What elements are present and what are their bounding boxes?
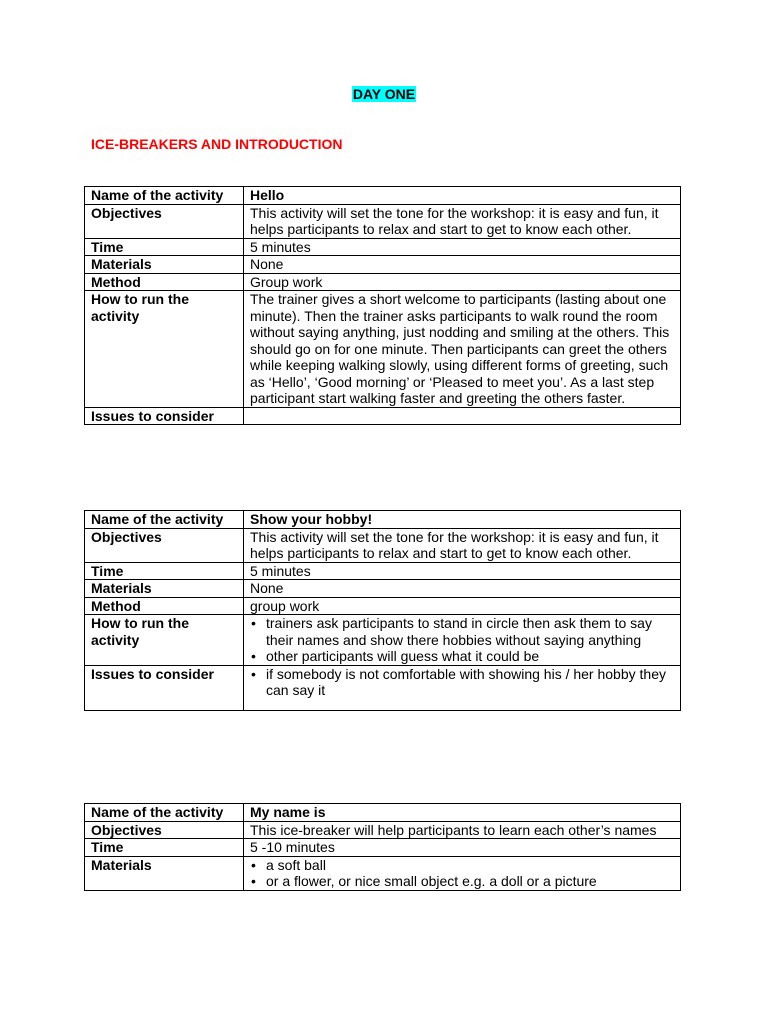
activity-name: Hello [244,187,681,205]
row-value: Group work [244,273,681,291]
table-row [85,528,681,562]
list-item: • if somebody is not comfortable with showing his / her hobby they can say it [250,666,674,699]
table-row [85,856,681,890]
row-label: Materials [85,580,244,598]
row-value: None [244,580,681,598]
activity-table-my-name-is [84,803,681,891]
activity-table-show-your-hobby [84,510,681,711]
row-label: Issues to consider [85,407,244,425]
row-label: Time [85,562,244,580]
table-row [85,580,681,598]
bullet-list [250,857,674,890]
bullet-list [250,666,674,699]
row-label: How to run the activity [85,291,244,408]
day-title-text: DAY ONE [352,86,416,102]
row-value: group work [244,597,681,615]
table-row [85,273,681,291]
table-row [85,407,681,425]
row-label: Method [85,273,244,291]
row-value [244,615,681,666]
bullet-list [250,615,674,665]
row-value: This activity will set the tone for the workshop: it is easy and fun, it helps participants to relax and start to get to know each other. [244,204,681,238]
list-item: • or a flower, or nice small object e.g. a doll or a picture [250,873,674,890]
row-value [244,407,681,425]
row-value: 5 minutes [244,238,681,256]
section-title: ICE-BREAKERS AND INTRODUCTION [91,136,343,152]
list-item: • other participants will guess what it could be [250,648,674,665]
row-label: Objectives [85,204,244,238]
row-label: How to run the activity [85,615,244,666]
row-value: This activity will set the tone for the workshop: it is easy and fun, it helps participants to relax and start to get to know each other. [244,528,681,562]
activity-table-hello [84,186,681,425]
row-label: Time [85,839,244,857]
row-label: Objectives [85,821,244,839]
list-item: • a soft ball [250,857,674,874]
table-row [85,615,681,666]
table-row [85,821,681,839]
row-label: Name of the activity [85,187,244,205]
row-label: Materials [85,256,244,274]
table-row [85,562,681,580]
table-row [85,291,681,408]
row-label: Materials [85,856,244,890]
table-row [85,804,681,822]
row-label: Objectives [85,528,244,562]
row-value: This ice-breaker will help participants to learn each other’s names [244,821,681,839]
row-label: Name of the activity [85,804,244,822]
row-label: Name of the activity [85,511,244,529]
table-row [85,256,681,274]
row-label: Time [85,238,244,256]
activity-name: My name is [244,804,681,822]
table-row [85,665,681,710]
row-label: Method [85,597,244,615]
table-row [85,187,681,205]
row-label: Issues to consider [85,665,244,710]
table-row [85,238,681,256]
row-value: 5 minutes [244,562,681,580]
row-value [244,665,681,710]
row-value [244,856,681,890]
table-row [85,597,681,615]
table-row [85,839,681,857]
day-title [0,86,768,102]
row-value: None [244,256,681,274]
table-row [85,204,681,238]
row-value: The trainer gives a short welcome to participants (lasting about one minute). Then the trainer asks participants to walk round the room without saying anything, just nodding and smiling at the others. This should go on for one minute. Then participants can greet the others while keeping walking slowly, using different forms of greeting, such as ‘Hello’, ‘Good morning’ or ‘Pleased to meet you’. As a last step participant start walking faster and greeting the others faster. [244,291,681,408]
table-row [85,511,681,529]
activity-name: Show your hobby! [244,511,681,529]
row-value: 5 -10 minutes [244,839,681,857]
list-item: • trainers ask participants to stand in circle then ask them to say their names and show there hobbies without saying anything [250,615,674,648]
